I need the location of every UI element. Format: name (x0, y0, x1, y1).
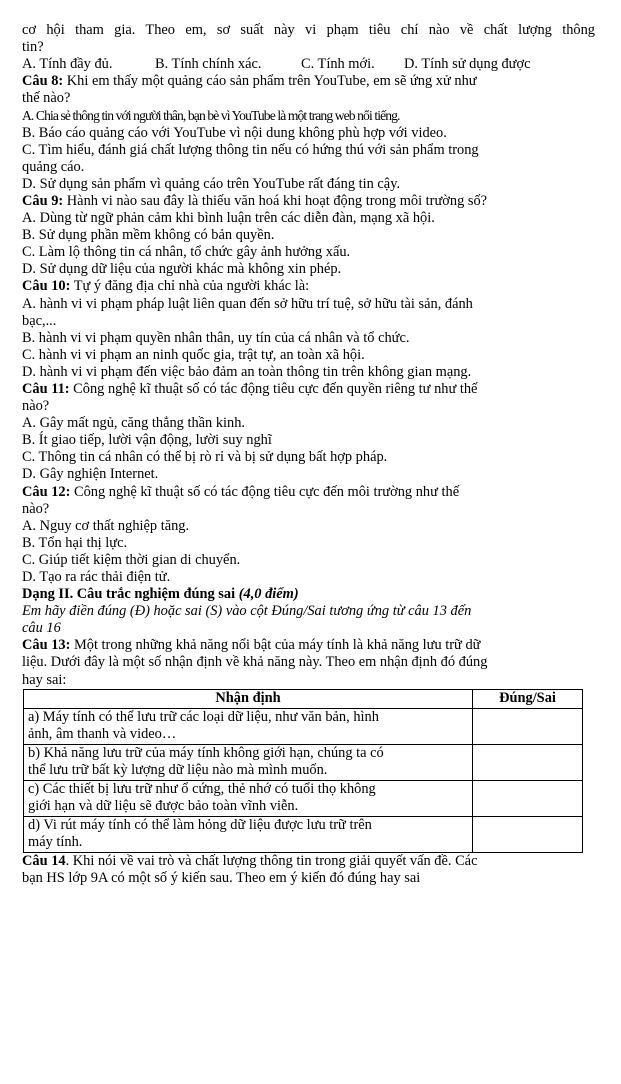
q12-label: Câu 12: (22, 483, 71, 500)
q13-text-3: hay sai: (22, 671, 67, 688)
statement-a-line-1: a) Máy tính có thể lưu trữ các loại dữ liệu, như văn bản, hình (28, 708, 379, 725)
q11-option-d: D. Gây nghiện Internet. (22, 466, 159, 483)
q13-text-1: Một trong những khả năng nổi bật của máy tính là khả năng lưu trữ dữ (70, 637, 481, 654)
q8-text-1: Khi em thấy một quảng cáo sản phẩm trên YouTube, em sẽ ứng xử như (63, 73, 477, 90)
q8-label: Câu 8: (22, 73, 64, 90)
table-row (24, 780, 583, 816)
answer-cell-d[interactable] (473, 816, 583, 852)
q12-option-b: B. Tổn hại thị lực. (22, 534, 128, 551)
q9-text: Hành vi nào sau đây là thiếu văn hoá khi hoạt động trong môi trường số? (63, 192, 488, 209)
section-2-heading: Dạng II. Câu trắc nghiệm đúng sai (22, 586, 239, 603)
statement-d-line-1: d) Vi rút máy tính có thể làm hỏng dữ liệu được lưu trữ trên (28, 816, 372, 833)
q10-option-c: C. hành vi vi phạm an ninh quốc gia, trật tự, an toàn xã hội. (22, 346, 365, 363)
q13-question (22, 637, 595, 654)
q14-text-1: . Khi nói về vai trò và chất lượng thông tin trong giải quyết vấn đề. Các (65, 852, 478, 869)
q13-text-2: liệu. Dưới đây là một số nhận định về khả năng này. Theo em nhận định đó đúng (22, 654, 488, 671)
table-row (24, 708, 583, 744)
q10-option-b: B. hành vi vi phạm quyền nhân thân, uy tín của cá nhân và tổ chức. (22, 329, 410, 346)
q8-option-a: A. Chia sẻ thông tin với người thân, bạn bè vì YouTube là một trang web nổi tiếng. (22, 108, 400, 124)
statement-a (24, 708, 473, 744)
intro-line-2: tin? (22, 39, 44, 56)
q8-option-c-2: quảng cáo. (22, 158, 85, 175)
header-statement: Nhận định (24, 689, 473, 708)
q8-option-b: B. Báo cáo quảng cáo với YouTube vì nội dung không phù hợp với video. (22, 124, 447, 141)
q14-text-2: bạn HS lớp 9A có một số ý kiến sau. Theo em ý kiến đó đúng hay sai (22, 869, 421, 886)
q12-question (22, 484, 595, 501)
q12-text-2: nào? (22, 500, 50, 517)
q10-label: Câu 10: (22, 278, 71, 295)
q9-label: Câu 9: (22, 192, 64, 209)
q9-option-d: D. Sử dụng dữ liệu của người khác mà không xin phép. (22, 261, 342, 278)
q12-option-a: A. Nguy cơ thất nghiệp tăng. (22, 517, 190, 534)
q9-option-a: A. Dùng từ ngữ phản cảm khi bình luận trên các diễn đàn, mạng xã hội. (22, 210, 435, 227)
answer-cell-a[interactable] (473, 708, 583, 744)
q12-text-1: Công nghệ kĩ thuật số có tác động tiêu cực đến môi trường như thế (70, 483, 460, 500)
q13-label: Câu 13: (22, 637, 71, 654)
statement-d-line-2: máy tính. (28, 833, 83, 850)
q11-label: Câu 11: (22, 380, 70, 397)
intro-option-c: C. Tính mới. (301, 56, 375, 73)
q13-true-false-table (23, 689, 583, 853)
q11-text-1: Công nghệ kĩ thuật số có tác động tiêu cực đến quyền riêng tư như thế (69, 380, 478, 397)
section-2-instruction-1: Em hãy điền đúng (Đ) hoặc sai (S) vào cột Đúng/Sai tương ứng từ câu 13 đến (22, 603, 472, 620)
q10-option-d: D. hành vi vi phạm đến việc bảo đảm an toàn thông tin trên không gian mạng. (22, 363, 472, 380)
q8-option-d: D. Sử dụng sản phẩm vì quảng cáo trên YouTube rất đáng tin cậy. (22, 175, 401, 192)
intro-line-1: cơ hội tham gia. Theo em, sơ suất này vi phạm tiêu chí nào về chất lượng thông (22, 22, 595, 38)
statement-c-line-1: c) Các thiết bị lưu trữ như ổ cứng, thẻ nhớ có tuổi thọ không (28, 780, 376, 797)
statement-c-line-2: giới hạn và dữ liệu sẽ được bảo toàn vĩnh viễn. (28, 797, 299, 814)
document-page (22, 22, 595, 887)
table-row (24, 816, 583, 852)
q8-option-c-1: C. Tìm hiểu, đánh giá chất lượng thông tin nếu có hứng thú với sản phẩm trong (22, 141, 479, 158)
statement-d (24, 816, 473, 852)
statement-b-line-1: b) Khả năng lưu trữ của máy tính không giới hạn, chúng ta có (28, 744, 384, 761)
section-2-instruction-2: câu 16 (22, 620, 61, 637)
intro-option-a: A. Tính đầy đủ. (22, 56, 113, 73)
header-true-false: Đúng/Sai (473, 689, 583, 708)
q11-option-b: B. Ít giao tiếp, lười vận động, lười suy nghĩ (22, 432, 272, 449)
q11-text-2: nào? (22, 398, 50, 415)
q10-option-a-1: A. hành vi vi phạm pháp luật liên quan đến sở hữu trí tuệ, sở hữu tài sản, đánh (22, 295, 473, 312)
q14-question (22, 853, 595, 870)
q12-option-c: C. Giúp tiết kiệm thời gian di chuyển. (22, 551, 241, 568)
q8-question (22, 73, 595, 90)
statement-b (24, 744, 473, 780)
q8-text-2: thế nào? (22, 90, 71, 107)
intro-options (22, 56, 595, 73)
statement-b-line-2: thể lưu trữ bất kỳ lượng dữ liệu nào mà mình muốn. (28, 761, 328, 778)
q12-option-d: D. Tạo ra rác thải điện tử. (22, 569, 171, 585)
q10-option-a-2: bạc,... (22, 312, 57, 329)
q10-text: Tự ý đăng địa chỉ nhà của người khác là: (70, 278, 310, 295)
q9-question (22, 193, 595, 210)
q9-option-c: C. Làm lộ thông tin cá nhân, tổ chức gây ảnh hưởng xấu. (22, 244, 351, 261)
q11-option-a: A. Gây mất ngủ, căng thẳng thần kinh. (22, 415, 246, 432)
q14-label: Câu 14 (22, 852, 66, 869)
answer-cell-c[interactable] (473, 780, 583, 816)
section-2-score: (4,0 điểm) (238, 586, 299, 603)
q10-question (22, 278, 595, 295)
statement-c (24, 780, 473, 816)
section-2-title (22, 586, 595, 603)
statement-a-line-2: ảnh, âm thanh và video… (28, 725, 177, 742)
q11-option-c: C. Thông tin cá nhân có thể bị rò rỉ và bị sử dụng bất hợp pháp. (22, 449, 388, 466)
table-header-row (24, 689, 583, 708)
intro-option-b: B. Tính chính xác. (155, 56, 262, 73)
table-row (24, 744, 583, 780)
q9-option-b: B. Sử dụng phần mềm không có bản quyền. (22, 227, 275, 244)
answer-cell-b[interactable] (473, 744, 583, 780)
intro-option-d: D. Tính sử dụng được (404, 56, 531, 73)
q11-question (22, 381, 595, 398)
